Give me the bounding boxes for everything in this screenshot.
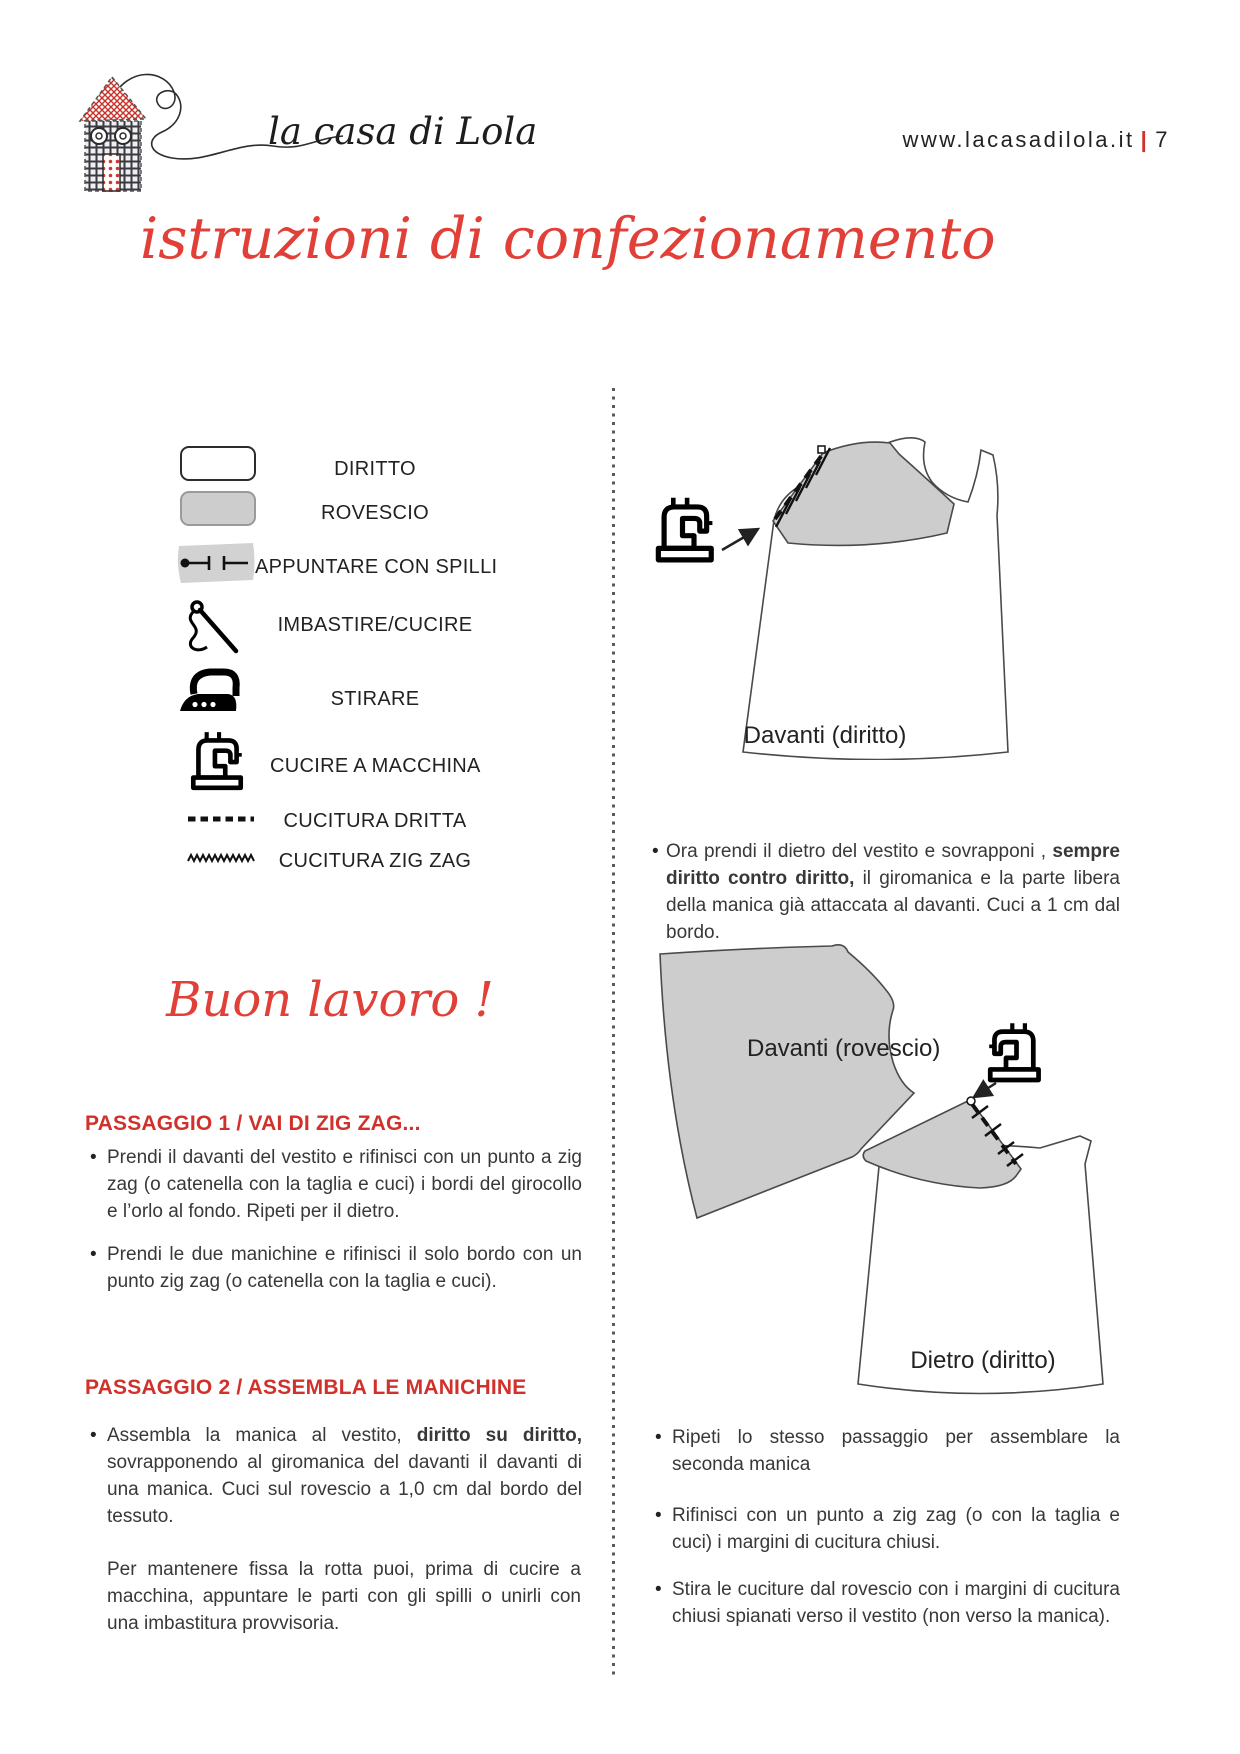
seam-start-pin bbox=[818, 446, 825, 453]
bullet-marker: • bbox=[655, 1505, 662, 1526]
front-right-side-diagram bbox=[580, 380, 1180, 760]
step1-heading: PASSAGGIO 1 / VAI DI ZIG ZAG... bbox=[85, 1112, 421, 1135]
straight-stitch-icon bbox=[186, 812, 256, 826]
bullet-marker: • bbox=[90, 1425, 97, 1446]
right-side-swatch bbox=[180, 446, 256, 481]
step1-bullet-2-text: Prendi le due manichine e rifinisci il solo bordo con un punto zig zag (o catenella con la taglia e cuci). bbox=[107, 1244, 582, 1292]
finish-bullet-1 bbox=[655, 1424, 1120, 1478]
page-title: istruzioni di confezionamento bbox=[140, 206, 996, 272]
machine-arrow bbox=[722, 529, 758, 550]
assemble-note-text: Ora prendi il dietro del vestito e sovrapponi , sempre diritto contro diritto, il giromanica e la parte libera della manica già attaccata al davanti. Cuci a 1 cm dal bordo. bbox=[666, 841, 1120, 943]
bullet-marker: • bbox=[90, 1147, 97, 1168]
wrong-side-swatch bbox=[180, 491, 256, 526]
legend-label-diritto: DIRITTO bbox=[334, 458, 416, 480]
assembly-diagram bbox=[580, 940, 1180, 1420]
dress-front-wrong-shape bbox=[660, 945, 914, 1218]
finish-bullet-3 bbox=[655, 1576, 1120, 1630]
sewing-machine-icon bbox=[989, 1023, 1038, 1080]
website-line bbox=[820, 127, 1170, 153]
legend-label-imbastire: IMBASTIRE/CUCIRE bbox=[277, 614, 473, 636]
legend-label-cucitura-dritta: CUCITURA DRITTA bbox=[283, 810, 467, 832]
message-script: Buon lavoro ! bbox=[166, 972, 494, 1028]
website-url: www.lacasadilola.it bbox=[902, 127, 1135, 152]
legend-label-stirare: STIRARE bbox=[330, 688, 420, 710]
bullet-marker: • bbox=[655, 1427, 662, 1448]
bullet-marker: • bbox=[90, 1244, 97, 1265]
step1-bullet-1 bbox=[90, 1144, 582, 1225]
bullet-marker: • bbox=[655, 1579, 662, 1600]
step2-bullet-1-text: Assembla la manica al vestito, diritto su diritto, sovrapponendo al giromanica del davanti il davanti di una manica. Cuci sul rovescio a 1,0 cm dal bordo del tessuto. bbox=[107, 1425, 582, 1527]
step2-paragraph: Per mantenere fissa la rotta puoi, prima di cucire a macchina, appuntare le parti con gli spilli o unirli con una imbastitura provvisoria. bbox=[107, 1559, 581, 1634]
house-logo bbox=[72, 74, 154, 196]
website-separator: | bbox=[1140, 127, 1150, 152]
step1-bullet-2 bbox=[90, 1241, 582, 1295]
legend-label-cucitura-zigzag: CUCITURA ZIG ZAG bbox=[278, 850, 472, 872]
brand-script: la casa di Lola bbox=[268, 110, 538, 153]
pins-icon bbox=[176, 540, 256, 586]
step2-heading: PASSAGGIO 2 / ASSEMBLA LE MANICHINE bbox=[85, 1376, 527, 1399]
seam-start-pin bbox=[967, 1097, 975, 1105]
finish-bullet-3-text: Stira le cuciture dal rovescio con i margini di cucitura chiusi spianati verso il vestito (non verso la manica). bbox=[672, 1579, 1120, 1627]
needle-icon bbox=[182, 597, 242, 655]
zigzag-stitch-icon bbox=[186, 850, 256, 866]
legend-label-appuntare: APPUNTARE CON SPILLI bbox=[255, 556, 498, 578]
sewing-machine-icon bbox=[184, 727, 250, 793]
step2-bullet-1 bbox=[90, 1422, 582, 1530]
finish-bullet-2 bbox=[655, 1502, 1120, 1556]
legend-label-cucire-a-macchina: CUCIRE A MACCHINA bbox=[270, 755, 481, 777]
finish-bullet-2-text: Rifinisci con un punto a zig zag (o con la taglia e cuci) i margini di cucitura chiusi. bbox=[672, 1505, 1120, 1553]
legend-label-rovescio: ROVESCIO bbox=[321, 502, 429, 524]
finish-bullet-1-text: Ripeti lo stesso passaggio per assemblare la seconda manica bbox=[672, 1427, 1120, 1475]
step1-bullet-1-text: Prendi il davanti del vestito e rifinisci con un punto a zig zag (o catenella con la taglia e cuci) i bordi del girocollo e l’orlo al fondo. Ripeti per il dietro. bbox=[107, 1147, 582, 1222]
iron-icon bbox=[178, 662, 244, 720]
back-right-side-label: Dietro (diritto) bbox=[910, 1347, 1056, 1374]
page-number: 7 bbox=[1155, 127, 1170, 152]
machine-arrow bbox=[974, 1083, 996, 1097]
front-right-side-label: Davanti (diritto) bbox=[743, 722, 907, 749]
assemble-note-bullet bbox=[652, 838, 1120, 946]
sewing-machine-icon bbox=[658, 498, 712, 560]
front-wrong-side-label: Davanti (rovescio) bbox=[747, 1035, 941, 1062]
bullet-marker: • bbox=[652, 841, 659, 862]
